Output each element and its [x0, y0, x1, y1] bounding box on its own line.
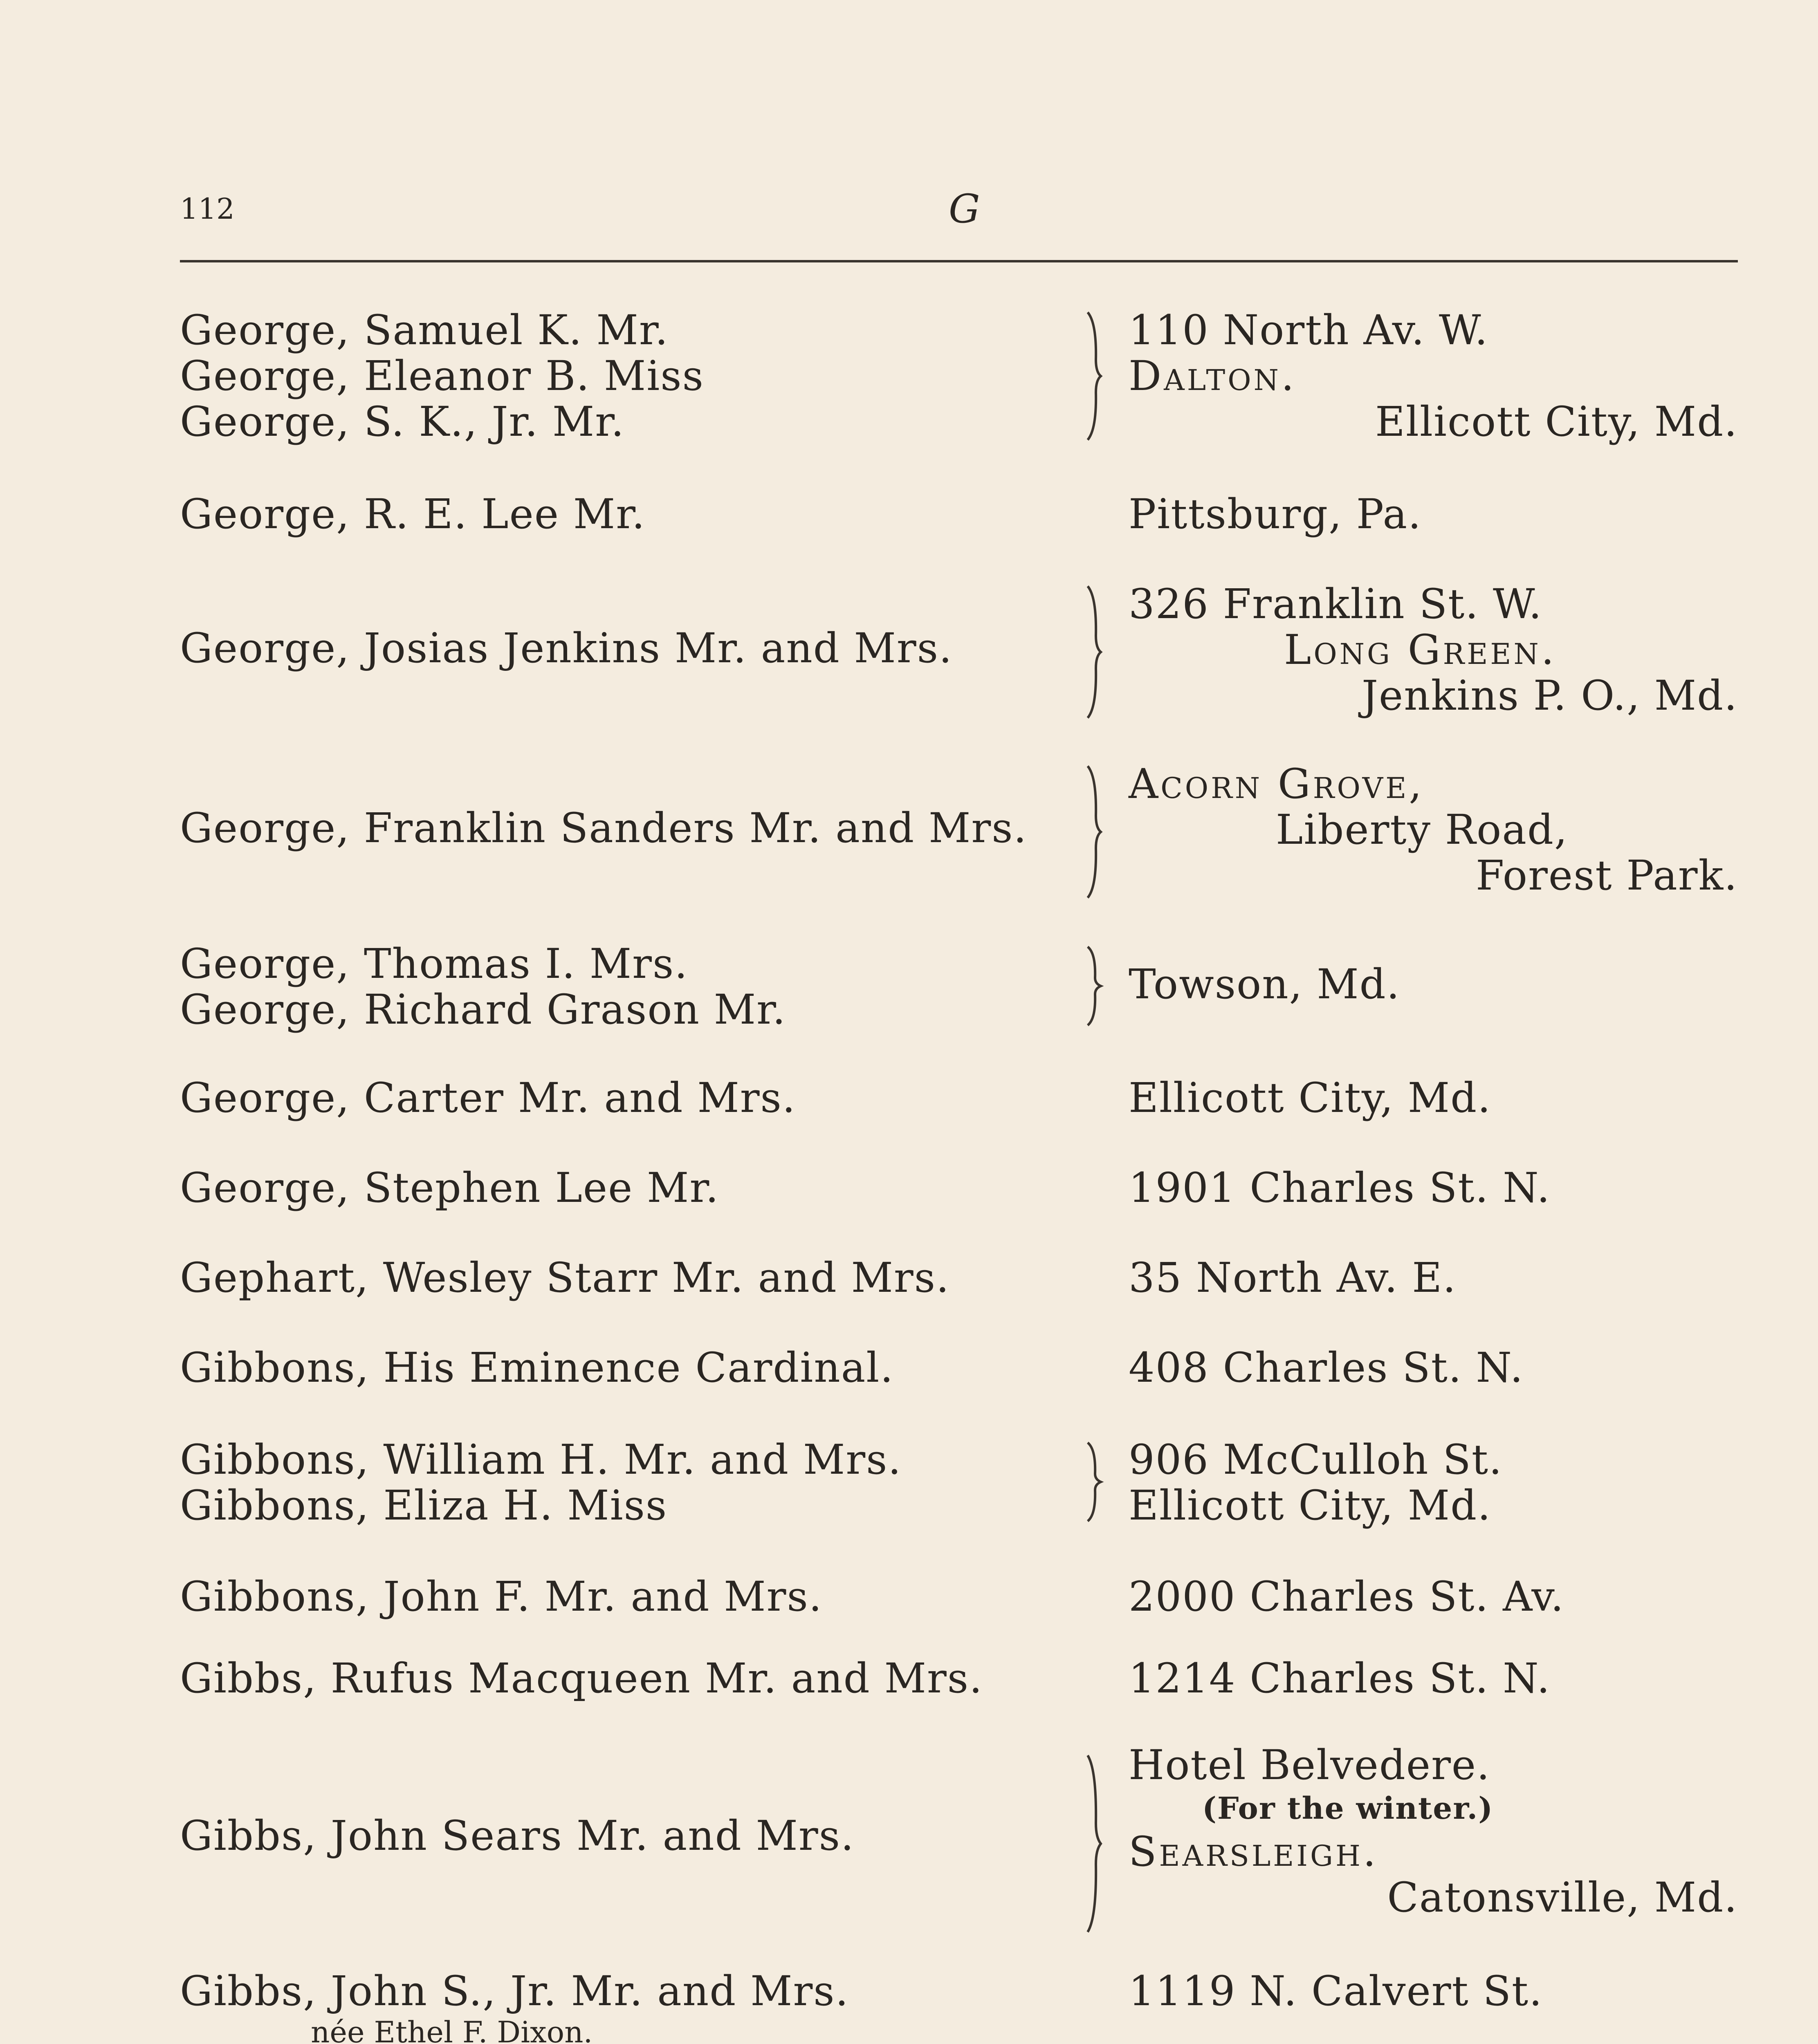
entry-names [180, 1075, 1092, 1121]
entry-names [180, 1437, 1092, 1529]
entry-address [1129, 761, 1738, 899]
entry-names [180, 625, 1092, 671]
entry-names [180, 1165, 1092, 1211]
address-line: Jenkins P. O., Md. [1361, 672, 1738, 719]
entry-address [1129, 1656, 1738, 1701]
resident-name: George, Franklin Sanders Mr. and Mrs. [180, 804, 1028, 852]
address-line: Ellicott City, Md. [1129, 1481, 1491, 1529]
entry-names [180, 1255, 1092, 1301]
resident-name: George, S. K., Jr. Mr. [180, 398, 625, 446]
resident-name: Gibbons, William H. Mr. and Mrs. [180, 1436, 902, 1484]
resident-name: George, Eleanor B. Miss [180, 352, 704, 400]
entry-names [180, 1968, 1092, 2044]
entry-address [1129, 1574, 1738, 1620]
resident-name: George, Richard Grason Mr. [180, 986, 786, 1033]
resident-name: Gibbs, John Sears Mr. and Mrs. [180, 1812, 855, 1860]
address-line: 906 McCulloh St. [1129, 1436, 1503, 1484]
address-line: 326 Franklin St. W. [1129, 580, 1542, 628]
brace-icon [1084, 945, 1104, 1027]
address-line: 1119 N. Calvert St. [1129, 1967, 1543, 2015]
page-number: 112 [180, 192, 235, 226]
maiden-name: née Ethel F. Dixon. [311, 2015, 593, 2044]
address-line: Dalton. [1129, 352, 1297, 400]
address-line: 2000 Charles St. Av. [1129, 1573, 1564, 1620]
entry-address [1129, 1075, 1738, 1121]
entry-names [180, 491, 1092, 537]
resident-name: George, Thomas I. Mrs. [180, 940, 689, 988]
address-line: Ellicott City, Md. [1375, 398, 1738, 446]
entry-address [1129, 1255, 1738, 1301]
address-line: Pittsburg, Pa. [1129, 490, 1422, 538]
entry-address [1129, 581, 1738, 719]
address-line: Towson, Md. [1129, 960, 1401, 1008]
entry-names [180, 941, 1092, 1033]
address-line: 1214 Charles St. N. [1129, 1654, 1551, 1702]
address-line: Forest Park. [1476, 852, 1738, 899]
resident-name: Gibbs, John S., Jr. Mr. and Mrs. [180, 1967, 849, 2015]
address-line: Long Green. [1284, 626, 1557, 674]
entry-address [1129, 1345, 1738, 1391]
entry-address [1129, 491, 1738, 537]
section-letter: G [949, 186, 980, 232]
resident-name: Gephart, Wesley Starr Mr. and Mrs. [180, 1254, 950, 1302]
brace-icon [1084, 311, 1104, 442]
entry-address [1129, 1968, 1738, 2014]
entry-address [1129, 307, 1738, 445]
brace-icon [1084, 764, 1104, 899]
brace-icon [1084, 1754, 1104, 1934]
address-line: Hotel Belvedere. [1129, 1741, 1490, 1789]
entry-names [180, 1656, 1092, 1701]
address-line: Acorn Grove, [1129, 760, 1425, 808]
resident-name: George, Carter Mr. and Mrs. [180, 1074, 796, 1122]
address-line: 408 Charles St. N. [1129, 1344, 1524, 1392]
entry-address [1129, 1437, 1738, 1529]
entry-address [1129, 961, 1738, 1007]
resident-name: Gibbons, John F. Mr. and Mrs. [180, 1573, 823, 1620]
address-line: Ellicott City, Md. [1129, 1074, 1491, 1122]
address-line: 1901 Charles St. N. [1129, 1164, 1551, 1212]
resident-name: George, Josias Jenkins Mr. and Mrs. [180, 624, 953, 672]
entry-address [1129, 1742, 1738, 1921]
address-line: Searsleigh. [1129, 1828, 1378, 1876]
address-note: (For the winter.) [1202, 1791, 1494, 1826]
address-line: 35 North Av. E. [1129, 1254, 1457, 1302]
address-line: Catonsville, Md. [1387, 1874, 1738, 1921]
resident-name: Gibbs, Rufus Macqueen Mr. and Mrs. [180, 1654, 983, 1702]
brace-icon [1084, 585, 1104, 719]
resident-name: George, R. E. Lee Mr. [180, 490, 646, 538]
address-line: 110 North Av. W. [1129, 306, 1488, 354]
entry-address [1129, 1165, 1738, 1211]
brace-icon [1084, 1441, 1104, 1523]
address-line: Liberty Road, [1276, 806, 1568, 854]
entry-names [180, 1574, 1092, 1620]
resident-name: Gibbons, Eliza H. Miss [180, 1481, 668, 1529]
resident-name: George, Stephen Lee Mr. [180, 1164, 720, 1212]
entry-names [180, 307, 1092, 445]
entry-names [180, 1813, 1092, 1859]
resident-name: Gibbons, His Eminence Cardinal. [180, 1344, 894, 1392]
entry-names [180, 1345, 1092, 1391]
resident-name: George, Samuel K. Mr. [180, 306, 669, 354]
entry-names [180, 805, 1092, 851]
